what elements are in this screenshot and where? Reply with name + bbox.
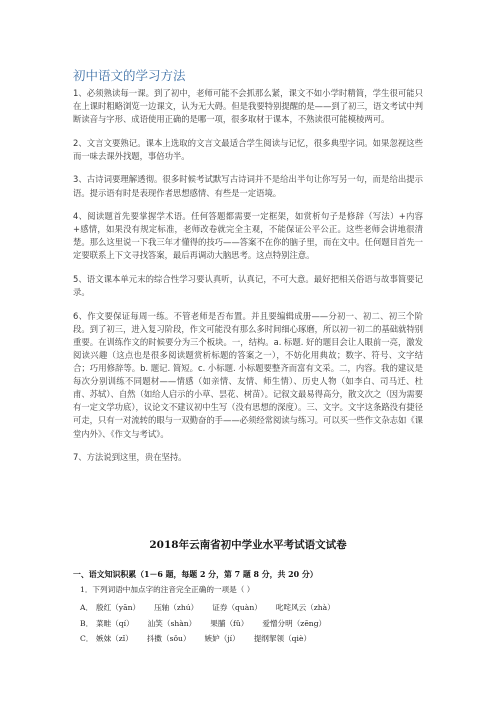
option-word: 嫉妹（zǐ） [96, 634, 133, 644]
option-word: 压轴（zhú） [154, 603, 199, 613]
section-heading: 一、语文知识积累（1－6 题，每题 2 分，第 7 题 8 分，共 20 分） [73, 570, 318, 579]
paragraph-5: 5、语文课本单元末的综合性学习要认真听，认真记，不可大意。最好把相关俗语与故事简要记录。 [73, 274, 423, 298]
paragraph-6: 6、作文要保证每周一练。不管老师是否布置。并且要编辑成册——分初一、初二、初三个阶段。到了初三，进入复习阶段，作文可能没有那么多时间细心琢磨，所以初一初二的基础就特别重要。在训练作文的时候要分为三个板块。一，结构。a. 标题. 好的题目会让人眼前一亮，激发阅读兴趣（这点也是很多阅读题赏析标题的答案之一），不妨化用典故；数字、符号、文字结合；巧用修辞等。b. 题记. 简短。c. 小标题. 小标题要整齐而富有文采。二，内容。我的建议是每次分别训练不同题材——情感（如亲情、友情、师生情）、历史人物（如李白、司马迁、杜甫、苏轼）、自然（如给人启示的小草、昙花、树苗）。记叙文最易得高分，散文次之（因为需要有一定文学功底），议论文不建议初中生写（没有思想的深度）。三、文字。文字这条路没有捷径可走，只有一对流转的眼与一双勤奋的手——必须经常阅读与练习。可以买一些作文杂志如《课堂内外》、《作文与考试》。 [73, 310, 423, 439]
paragraph-4: 4、阅读题首先要掌握学术语。任何答题都需要一定框架，如赏析句子是修辞（写法）+内容+感情，如果没有规定标准，老师改卷就完全主观，不能保证公平公正。这些老师会讲地很清楚。那么这里说一下我三年才懂得的技巧——答案不在你的脑子里，而在文中。任何题目首先一定要联系上下文寻找答案，最后再调动大脑思考。这点特别注意。 [73, 211, 423, 261]
paragraph-2: 2、文言文要熟记。课本上选取的文言文最适合学生阅读与记忆，很多典型字词。如果忽视这些而一味去课外找题，事倍功半。 [73, 137, 423, 161]
article-body [73, 87, 423, 475]
option-a [80, 600, 349, 616]
option-word: 殷红（yān） [96, 603, 141, 613]
option-letter: B． [80, 618, 94, 628]
option-word: 菜畦（qí） [96, 618, 134, 628]
paragraph-3: 3、古诗词要理解透彻。很多时候考试默写古诗词并不是给出半句让你写另一句，而是给出提示语。提示语有时是表现作者思想感情、有些是一定语境。 [73, 174, 423, 198]
paragraph-7: 7、方法说到这里，贵在坚持。 [73, 452, 187, 463]
question-1: 1．下列词语中加点字的注音完全正确的一项是（ ） [80, 585, 255, 594]
option-word: 果脯（fǔ） [210, 618, 249, 628]
option-word: 汕笑（shàn） [147, 618, 197, 628]
answer-options [80, 600, 349, 647]
option-word: 爱憎分明（zēng） [262, 618, 327, 628]
option-c [80, 631, 349, 647]
option-b [80, 616, 349, 632]
paragraph-1: 1、必须熟读每一课。到了初中，老师可能不会抓那么紧，课文不如小学时精简，学生很可能只在上课时粗略浏览一边课文，认为无大碍。但是我要特别提醒的是——到了初三，语文考试中判断读音与字形、成语使用正确的是哪一项，很多取材于课本，不熟读很可能模棱两可。 [73, 88, 423, 125]
option-word: 提纲挈领（qiè） [253, 634, 312, 644]
option-word: 嫉妒（jí） [204, 634, 240, 644]
option-word: 叱咤风云（zhà） [275, 603, 335, 613]
option-word: 证券（quàn） [212, 603, 262, 613]
option-word: 抖擞（sǒu） [146, 634, 191, 644]
option-letter: A． [80, 603, 94, 613]
exam-title: 2018年云南省初中学业水平考试语文试卷 [149, 539, 347, 551]
option-letter: C． [80, 634, 94, 644]
document-title: 初中语文的学习方法 [73, 68, 186, 83]
